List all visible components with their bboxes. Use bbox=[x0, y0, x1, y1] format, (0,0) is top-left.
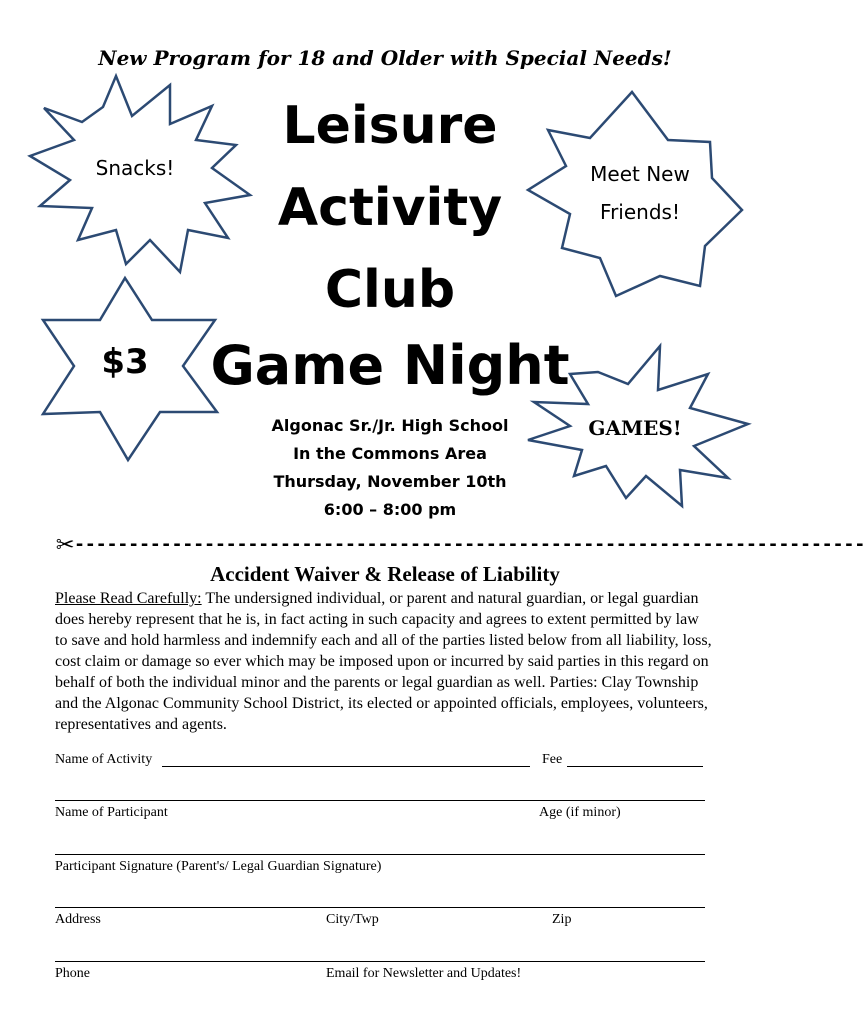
address-label: Address bbox=[55, 912, 101, 927]
waiver-title: Accident Waiver & Release of Liability bbox=[210, 562, 560, 586]
fee-input-line[interactable] bbox=[567, 766, 703, 767]
tagline: New Program for 18 and Older with Special Needs! bbox=[98, 46, 672, 70]
phone-line[interactable] bbox=[55, 961, 705, 962]
cut-dashes: ------------------------------------------------------------------------- bbox=[74, 534, 865, 555]
participant-line[interactable] bbox=[55, 800, 705, 801]
cut-line bbox=[56, 527, 865, 562]
event-location: Algonac Sr./Jr. High School bbox=[271, 416, 509, 435]
signature-label: Participant Signature (Parent's/ Legal Guardian Signature) bbox=[55, 859, 382, 874]
email-label: Email for Newsletter and Updates! bbox=[326, 966, 522, 981]
waiver-body bbox=[55, 588, 715, 735]
snacks-label: Snacks! bbox=[95, 156, 175, 180]
title-leisure: Leisure bbox=[282, 96, 498, 156]
age-label: Age (if minor) bbox=[539, 805, 621, 820]
address-line[interactable] bbox=[55, 907, 705, 908]
meet-label-line2: Friends! bbox=[600, 200, 680, 224]
title-activity: Activity bbox=[277, 178, 503, 238]
waiver-lead: Please Read Carefully: bbox=[55, 590, 202, 607]
meet-label-line1: Meet New bbox=[590, 162, 690, 186]
event-details bbox=[240, 412, 540, 524]
waiver-text: The undersigned individual, or parent and natural guardian, or legal guardian does hereby represent that he is, in fact acting in such capacity and agrees to extent permitted by law to save and hold harmless and indemnify each and all of the parties listed below from all liability, loss, cost claim or damage so ever which may be imposed upon or incurred by said parties in this regard on behalf of both the individual minor and the parents or legal guardian as well. Parties: Clay Township and the Algonac Community School District, its elected or appointed officials, employees, volunteers, representatives and agents. bbox=[55, 590, 712, 733]
price-label: $3 bbox=[101, 342, 149, 382]
event-time: 6:00 – 8:00 pm bbox=[323, 500, 457, 519]
city-label: City/Twp bbox=[326, 912, 379, 927]
title-club: Club bbox=[324, 260, 456, 320]
activity-input-line[interactable] bbox=[162, 766, 530, 767]
participant-label: Name of Participant bbox=[55, 805, 168, 820]
event-date: Thursday, November 10th bbox=[273, 472, 507, 491]
title-game-night: Game Night bbox=[210, 334, 570, 397]
signature-line[interactable] bbox=[55, 854, 705, 855]
event-area: In the Commons Area bbox=[293, 444, 487, 463]
phone-label: Phone bbox=[55, 966, 90, 981]
scissors-icon: ✂ bbox=[56, 527, 75, 562]
zip-label: Zip bbox=[552, 912, 572, 927]
activity-label: Name of Activity bbox=[55, 752, 153, 767]
fee-label: Fee bbox=[542, 752, 563, 767]
games-label: GAMES! bbox=[588, 416, 682, 440]
